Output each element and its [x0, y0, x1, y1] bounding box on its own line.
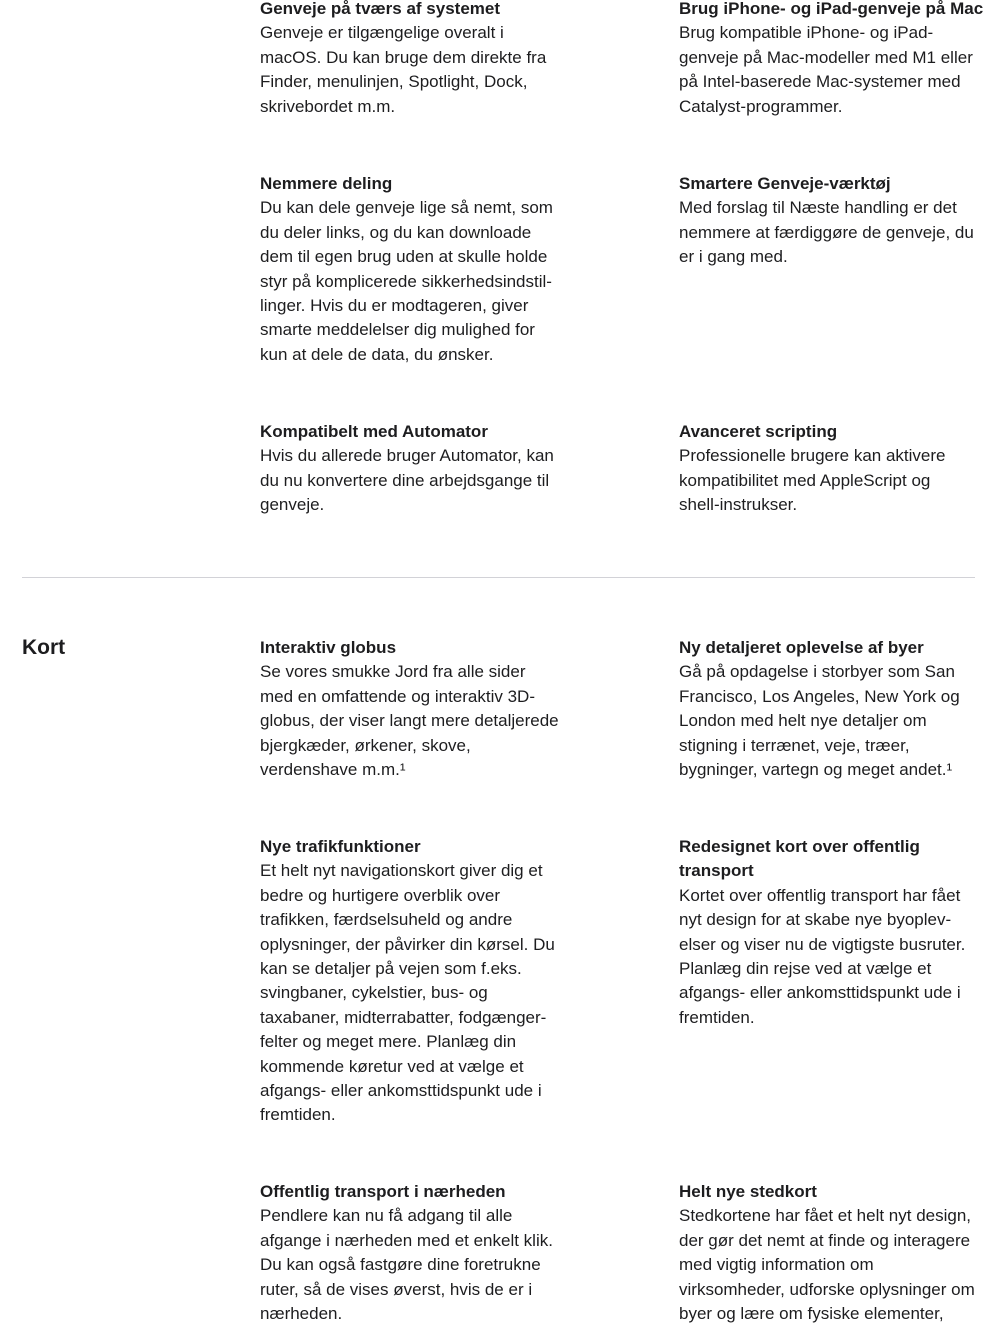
feature-title: Redesignet kort over offentlig transport — [679, 837, 920, 881]
feature-body: Brug kompatible iPhone- og iPad- genveje på Mac-modeller med M1 eller på Intel-baserede Mac-systemer med Catalyst-programmer. — [679, 23, 973, 116]
feature-title: Genveje på tværs af systemet — [260, 0, 501, 18]
feature-detailed-cities — [679, 636, 989, 782]
feature-nearby-transit — [260, 1180, 570, 1326]
feature-body: Hvis du allerede bruger Automator, kan du nu konvertere dine arbejdsgange til genveje. — [260, 446, 554, 515]
feature-body: Stedkortene har fået et helt nyt design, der gør det nemt at finde og interagere med vigtig information om virksomheder, udforske oplysninger om byer og lære om fysiske elementer, — [679, 1206, 975, 1324]
feature-smarter-editor — [679, 172, 989, 270]
feature-system-wide-shortcuts — [260, 0, 570, 119]
feature-title: Nye trafikfunktioner — [260, 837, 421, 856]
feature-title: Offentlig transport i nærheden — [260, 1182, 506, 1201]
feature-body: Du kan dele genveje lige så nemt, som du deler links, og du kan downloade dem til egen brug uden at skulle holde styr på komplicerede sikkerhedsindstil- linger. Hvis du er modtageren, giver smarte meddelelser dig mulighed for kun at dele de data, du ønsker. — [260, 198, 553, 364]
feature-easier-sharing — [260, 172, 570, 367]
feature-advanced-scripting — [679, 420, 989, 518]
feature-title: Avanceret scripting — [679, 422, 838, 441]
feature-body: Se vores smukke Jord fra alle sider med en omfattende og interaktiv 3D- globus, der viser langt mere detaljerede bjergkæder, ørkener, skove, verdenshave m.m.¹ — [260, 662, 559, 780]
feature-body: Gå på opdagelse i storbyer som San Francisco, Los Angeles, New York og London med helt nye detaljer om stigning i terrænet, veje, træer, bygninger, vartegn og meget andet.¹ — [679, 662, 960, 780]
feature-title: Brug iPhone- og iPad-genveje på Mac — [679, 0, 984, 18]
feature-title: Nemmere deling — [260, 174, 393, 193]
feature-title: Ny detaljeret oplevelse af byer — [679, 638, 924, 657]
section-divider — [22, 577, 975, 578]
feature-title: Kompatibelt med Automator — [260, 422, 488, 441]
section-title-kort: Kort — [22, 636, 66, 659]
feature-title: Smartere Genveje-værktøj — [679, 174, 891, 193]
feature-body: Med forslag til Næste handling er det nemmere at færdiggøre de genveje, du er i gang med. — [679, 198, 974, 267]
feature-transit-map — [679, 835, 989, 1030]
feature-body: Genveje er tilgængelige overalt i macOS. Du kan bruge dem direkte fra Finder, menulinjen, Spotlight, Dock, skrivebordet m.m. — [260, 23, 547, 116]
feature-body: Kortet over offentlig transport har fået nyt design for at skabe nye byoplev- elser og viser nu de vigtigste busruter. Planlæg din rejse ved at vælge et afgangs- eller ankomsttidspunkt ude i fremtiden. — [679, 885, 966, 1027]
feature-traffic — [260, 835, 570, 1128]
feature-title: Helt nye stedkort — [679, 1182, 817, 1201]
feature-automator-compatible — [260, 420, 570, 518]
feature-body: Professionelle brugere kan aktivere kompatibilitet med AppleScript og shell-instrukser. — [679, 446, 946, 515]
feature-body: Pendlere kan nu få adgang til alle afgange i nærheden med et enkelt klik. Du kan også fastgøre dine foretrukne ruter, så de vises øverst, hvis de er i nærheden. — [260, 1206, 553, 1324]
feature-place-cards — [679, 1180, 989, 1326]
feature-interactive-globe — [260, 636, 570, 782]
feature-body: Et helt nyt navigationskort giver dig et bedre og hurtigere overblik over trafikken, færdselsuheld og andre oplysninger, der påvirker din kørsel. Du kan se detaljer på vejen som f.eks. svingbaner, cykelstier, bus- og taxabaner, midterrabatter, fodgænger- felter og meget mere. Planlæg din kommende køretur ved at vælge et afgangs- eller ankomsttidspunkt ude i fremtiden. — [260, 861, 555, 1125]
feature-title: Interaktiv globus — [260, 638, 397, 657]
feature-iphone-ipad-shortcuts — [679, 0, 989, 119]
